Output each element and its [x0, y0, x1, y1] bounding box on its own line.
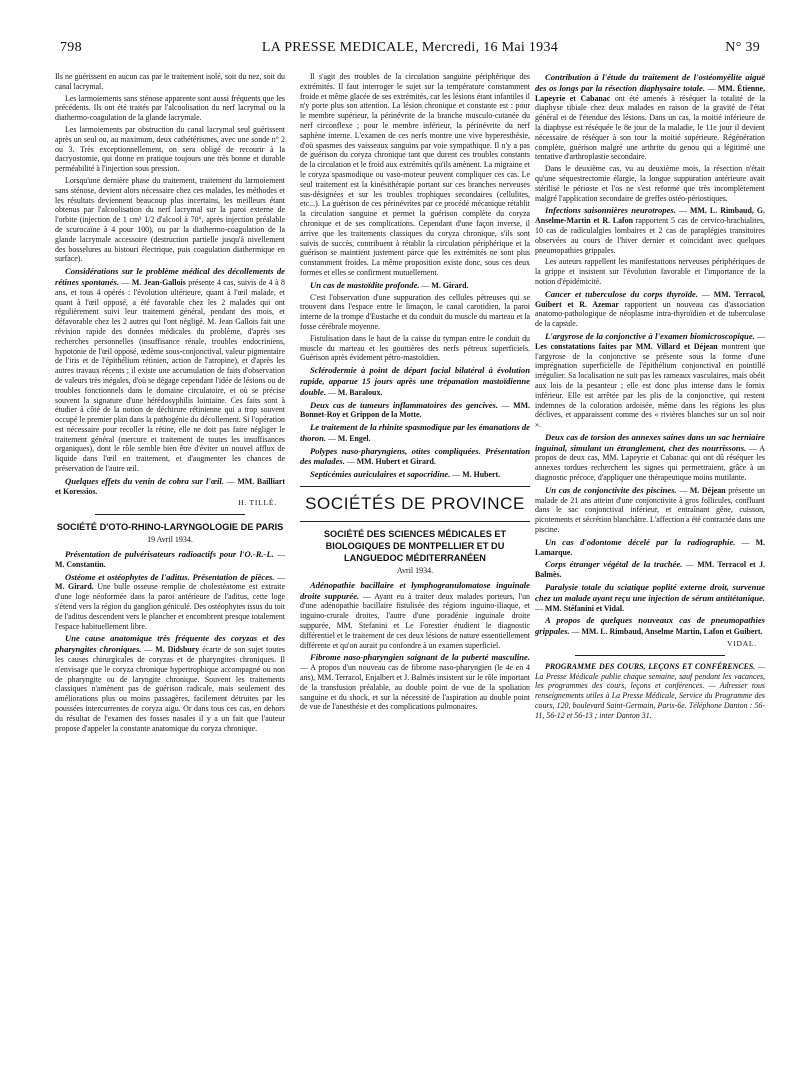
article-title: A propos de quelques nouveaux cas de pneumopathies grippales.: [535, 615, 765, 637]
article-body: rapportent un nouveau cas d'association anatomo-pathologique de néoplasme intra-thyroïdien et de tuberculose de la capsule.: [535, 299, 765, 329]
article-author: M. Girard.: [431, 280, 469, 290]
article-entry: Septicémies auriculaires et sapocridine. — M. Hubert.: [310, 469, 501, 480]
session-date: 19 Avril 1934.: [147, 535, 193, 545]
article-title: Septicémies auriculaires et sapocridine.: [310, 469, 451, 480]
article-entry: Polypes naso-pharyngiens, otites compliquées. Présentation des malades. — MM. Hubert et Girard.: [300, 445, 530, 467]
paragraph: Ils ne guérissent en aucun cas par le traitement isolé, soit du nez, soit du canal lacrymal.: [55, 72, 285, 91]
article-entry: Infections saisonnières neurotropes. — MM. L. Rimbaud, G. Anselme-Martin et R. Lafon rapportent 5 cas de cervico-brachialites, 10 cas de radiculalgies lombaires et 2 cas de paraplégies transitoires observées au cours de l'hiver dernier et coïncidant avec quelques pneumopathies grippales.: [535, 205, 765, 255]
article-title: Infections saisonnières neurotropes.: [545, 205, 676, 216]
article-title: Deux cas de torsion des annexes saines dans un sac herniaire inguinal, simulant un étranglement, chez des nourrissons.: [535, 431, 765, 453]
article-title: Considérations sur le problème médical des décollements de rétines spontanés.: [55, 266, 285, 287]
article-entry: Ostéome et ostéophytes de l'aditus. Présentation de pièces. — M. Girard. Une bulle osseuse remplie de cholestéatome est extraite d'une loge néoformée dans la paroi antérieure de l'aditus, cette loge s'étend vers la région du ganglion géniculé. Des ostéophytes issus du toit de l'aditus descendent vers le plancher et encombrent presque totalement l'espace habituellement libre.: [55, 571, 285, 631]
article-title: Cancer et tuberculose du corps thyroïde.: [545, 288, 698, 299]
article-entry: Un cas d'odontome décelé par la radiographie. — M. Lamarque.: [535, 536, 765, 557]
article-body: Une bulle osseuse remplie de cholestéatome est extraite d'une loge néoformée dans la paroi antérieure de l'aditus, cette loge s'étend vers la région du ganglion géniculé. Des ostéophytes issus du toit de l'aditus descendent vers le plancher et encombrent presque totalement l'espace habituellement libre.: [55, 582, 285, 631]
paragraph: Lorsqu'une dernière phase du traitement, traitement du larmoiement sans sténose, devient alors nécessaire chez ces malades, les méthodes et les résultats deviennent beaucoup plus incertains, les meilleurs étant obtenus par l'alcoolisation du nerf lacrymal sur la paroi externe de l'orbite (injection de 1 cm³ 1/2 d'alcool à 70°, après injection préalable de scurocaïne à 4 pour 100), ou par la diathermo-coagulation de la glande lacrymale accessoire (destruction partielle jusqu'à nivellement des bosselures au bistouri électrique, puis coagulation diathermique en surface).: [55, 175, 285, 264]
article-author: MM. Bailliart et Koressios.: [55, 476, 285, 496]
program-body: La Presse Médicale publie chaque semaine, sauf pendant les vacances, les programmes des cours, leçons et conférences. — Adresser tous renseignements utiles à La Presse Médicale, Service du Programme des cours, 120, boulevard Saint-Germain, Paris-6e. Téléphone Danton : 56-11, 56-12 et 56-13 ; inter Danton 31.: [535, 671, 765, 720]
article-entry: Deux cas de torsion des annexes saines dans un sac herniaire inguinal, simulant un étranglement, chez des nourrissons. — A propos de deux cas, MM. Lapeyrie et Cabanac qui ont dû réséquer les annexes tordues recherchent les signes qui permettraient, grâce à un diagnostic précoce, d'appliquer une thérapeutique moins mutilante.: [535, 431, 765, 483]
paragraph: Il s'agit des troubles de la circulation sanguine périphérique des extrémités. Il faut interroger le sujet sur la température constamment froide et même glacée de ses extrémités, car les lésions étant infantiles il n'y porte plus son attention. La lésion chronique et constante est : pour le membre supérieur, la périnévrite de la branche musculo-cutanée du nerf circonflexe ; pour le membre inférieur, la périnévrite du nerf saphène interne. L'examen de ces nerfs montre une vive hyperesthésie, d'où spasmes des vaisseaux sanguins par voie sympathique. Il n'y a pas de guérison du coryza chronique tant que durent ces troubles constants de la circulation et le froid aux extrémités qu'ils amènent. La migraine et le coryza spasmodique ou vaso-moteur peuvent compliquer ces cas. Le seul traitement est la kinésithérapie portant sur ces branches nerveuses sus-désignées et sur les troubles trophiques secondaires (cellulites, etc...). La guérison de ces périnévrites par ce procédé mécanique rétablit la circulation sanguine et permet la guérison complète du coryza chronique et de ses complications. Cependant d'une façon inverse, il arrive que les traitements classiques du coryza chronique, s'ils sont suivis de succès, contribuent à rétablir la circulation périphérique et la guérison se maintient justement parce que les extrémités ne sont plus constamment froides. La même proposition existe donc, sous ces deux formes et elles se confirment mutuellement.: [300, 72, 530, 277]
paragraph: Dans le deuxième cas, vu au deuxième mois, la résection n'était qu'une séquestrectomie élargie, la longue suppuration antérieure avait stérilisé le périoste et l'os ne s'est reformé que très incomplètement malgré l'application secondaire de greffes ostéo-périostiques.: [535, 164, 765, 203]
article-author: MM. Étienne, Lapeyrie et Cabanac: [535, 83, 765, 103]
article-author: M. Engel.: [337, 433, 371, 443]
article-entry: Sclérodermie à point de départ facial bilatéral à évolution rapide, apparue 15 jours après une trépanation mastoïdienne double. — M. Baraloux.: [300, 365, 530, 397]
article-title: Deux cas de tumeurs inflammatoires des gencives.: [310, 399, 499, 410]
article-entry: Une cause anatomique très fréquente des coryzas et des pharyngites chroniques. — M. Didsbury écarte de son sujet toutes les causes chirurgicales de coryzas et de pharyngites chroniques. Il n'envisage que le coryza chronique hypertrophique accompagné ou non de pharyngite ou de laryngite chronique. Souvent les traitements classiques n'amènent pas de guérison radicale, mais seulement des améliorations plus ou moins passagères, facilement détruites par les poussées intercurrentes de coryza aigu. Or dans tous ces cas, en dehors du résultat de l'examen des fosses nasales il y a un fait que l'auteur propose d'appeler la constante anatomique du coryza chronique.: [55, 633, 286, 733]
article-entry: A propos de quelques nouveaux cas de pneumopathies grippales. — MM. L. Rimbaud, Anselme Martin, Lafon et Guibert.: [535, 615, 765, 637]
article-title: Contribution à l'étude du traitement de l'ostéomyélite aiguë des os longs par la résection diaphysaire totale.: [535, 72, 765, 93]
article-body: Ayant eu à traiter deux malades porteurs, l'un d'une adénopathie bacillaire fistulisée des régions inguino-iliaque, et inguino-crurale droites, l'autre d'une poradénie inguinale droite suppurée, MM. Stefanini et Le Forestier étudient le diagnostic différentiel et le traitement de ces deux lésions de nature essentiellement différente et qu'on aurait pu confondre à un examen superficiel.: [300, 591, 530, 650]
section-heading: SOCIÉTÉS DE PROVINCE: [305, 494, 525, 514]
article-title: L'argyrose de la conjonctive à l'examen biomicroscopique.: [545, 330, 755, 341]
article-author: MM. Terracol et J. Balmès.: [535, 560, 766, 580]
article-author: MM. Bonnet-Roy et Grippon de la Motte.: [300, 400, 530, 420]
article-entry: Fibrome naso-pharyngien saignant de la puberté masculine. — A propos d'un nouveau cas de fibrome naso-pharyngien (le 4e en 4 ans), MM. Terracol, Enjalbert et J. Balmès insistent sur le rôle important de la transfusion préalable, au double point de vue de la spoliation sanguine et du shock, et sur la nécessité de l'aspiration au double point de vue de l'anesthésie et des complications pulmonaires.: [300, 652, 530, 712]
article-author: MM. Terracol, Guibert et R. Azemar: [535, 289, 765, 309]
article-entry: Adénopathie bacillaire et lymphogranulomatose inguinale droite suppurée. — Ayant eu à traiter deux malades porteurs, l'un d'une adénopathie bacillaire fistulisée des régions inguino-iliaque, et inguino-crurale droites, l'autre d'une poradénie inguinale droite suppurée, MM. Stefanini et Le Forestier étudient le diagnostic différentiel et le traitement de ces deux lésions de nature essentiellement différente et qu'on aurait pu confondre à un examen superficiel.: [300, 579, 530, 650]
article-author: M. Hubert.: [462, 470, 501, 480]
article-author: M. Girard.: [55, 582, 94, 592]
page-header: [60, 40, 760, 60]
divider: [300, 486, 530, 487]
signature: VIDAL.: [726, 639, 757, 649]
article-entry: Présentation de pulvérisateurs radioactifs pour l'O.-R.-L. — M. Constantin.: [55, 549, 285, 569]
article-author: M. Lamarque.: [535, 537, 765, 557]
article-title: Le traitement de la rhinite spasmodique par les émanations de thoron.: [300, 422, 530, 443]
article-title: Paralysie totale du sciatique poplité externe droit, survenue chez un malade ayant reçu une injection de sérum antitétanique.: [535, 582, 765, 603]
article-body: rapportent 5 cas de cervico-brachialites, 10 cas de radiculalgies lombaires et 2 cas de paraplégies transitoires observées au cours de l'hiver dernier et coïncidant avec quelques pneumopathies grippales.: [535, 216, 765, 255]
article-body: présente 4 cas, suivis de 4 à 8 ans, et tous 4 opérés : l'évolution ultérieure, quant à l'œil malade, et quant à l'œil opposé, a été favorable chez les 2 malades qui ont régulièrement suivi leur traitement général, pendant des mois, et défavorable chez les 2 autres qui l'ont négligé. M. Jean Gallois fait une révision rapide des données médicales du problème, d'après ses recherches personnelles (insuffisance rénale, troubles endocriniens, hypotonie de l'œil opposé, œdème sous-conjonctival, valeur pigmentaire de l'iris et de l'épithélium rétinien, action de l'atropine), et d'après les autres travaux récents ; il existe une accumulation de faits d'observation de valeurs très inégales, d'où se dégage cependant l'idée de lésions ou de troubles fonctionnels dans le domaine circulatoire, et où se précise souvent la signature d'une hérédosyphilis lointaine. Ces faits sont à étudier à côté de la notion de déchirure rétinienne qui a trop souvent occupé le premier plan dans la pathogénie du décollement. Si l'opération est nécessaire pour recoller la rétine, elle ne doit pas faire négliger le traitement général (mercure et traitement de toutes les insuffisances organiques), dont le rôle semble bien être d'éviter un nouvel afflux de liquide dans l'œil en traitement, et d'augmenter les chances de préservation de l'autre œil.: [55, 277, 285, 474]
journal-title: LA PRESSE MEDICALE, Mercredi, 16 Mai 1934: [261, 40, 559, 55]
article-title: Une cause anatomique très fréquente des coryzas et des pharyngites chroniques.: [55, 633, 285, 655]
article-entry: Cancer et tuberculose du corps thyroïde. — MM. Terracol, Guibert et R. Azemar rapportent un nouveau cas d'association anatomo-pathologique de néoplasme intra-thyroïdien et de tuberculose de la capsule.: [535, 288, 765, 329]
paragraph: C'est l'observation d'une suppuration des cellules pétreuses qui se trouvent dans l'espace entre le limaçon, le canal carotidien, la paroi interne de la trompe d'Eustache et du conduit du muscle du marteau et la fosse cérébrale moyenne.: [300, 292, 530, 331]
article-body: ont été amenés à réséquer la totalité de la diaphyse tibiale chez deux malades en raison de la gravité de l'état général et de l'étendue des lésions. Dans un cas, la moitié inférieure de la diaphyse est réséquée le 8e jour de la maladie, le 11e jour il devient nécessaire de réséquer à son tour la moitié supérieure. Régénération complète, guérison malgré une arthrite du genou qui a légitimé une tentative d'arthroplastie secondaire.: [535, 93, 765, 162]
session-date: Avril 1934.: [396, 566, 434, 576]
article-title: Un cas de conjonctivite des piscines.: [545, 484, 677, 495]
article-entry: Contribution à l'étude du traitement de l'ostéomyélite aiguë des os longs par la résection diaphysaire totale. — MM. Étienne, Lapeyrie et Cabanac ont été amenés à réséquer la totalité de la diaphyse tibiale chez deux malades en raison de la gravité de l'état général et de l'étendue des lésions. Dans un cas, la moitié inférieure de la diaphyse est réséquée le 8e jour de la maladie, le 11e jour il devient nécessaire de réséquer à son tour la moitié supérieure. Régénération complète, guérison malgré une arthrite du genou qui a légitimé une tentative d'arthroplastie secondaire.: [535, 72, 765, 162]
article-author: M. Jean-Gallois: [131, 277, 186, 287]
divider: [575, 655, 725, 656]
article-body: écarte de son sujet toutes les causes chirurgicales de coryzas et de pharyngites chroniques. Il n'envisage que le coryza chronique hypertrophique accompagné ou non de pharyngite ou de laryngite chronique. Souvent les traitements classiques n'amènent pas de guérison radicale, mais seulement des améliorations plus ou moins passagères, facilement détruites par les poussées intercurrentes de coryza aigu. Or dans tous ces cas, en dehors du résultat de l'examen des fosses nasales il y a un fait que l'auteur propose d'appeler la constante anatomique du coryza chronique.: [55, 645, 286, 733]
article-body: A propos de deux cas, MM. Lapeyrie et Cabanac qui ont dû réséquer les annexes tordues recherchent les signes qui permettraient, grâce à un diagnostic précoce, d'appliquer une thérapeutique moins mutilante.: [535, 443, 765, 483]
article-author: Les constatations faites par MM. Villard et Déjean: [535, 341, 718, 351]
article-author: MM. L. Rimbaud, Anselme Martin, Lafon et Guibert.: [581, 627, 763, 637]
article-entry: Le traitement de la rhinite spasmodique par les émanations de thoron. — M. Engel.: [300, 422, 530, 443]
society-heading: SOCIÉTÉ DES SCIENCES MÉDICALES ET BIOLOGIQUES DE MONTPELLIER ET DU LANGUEDOC MÉDITERRANÉEN: [323, 529, 507, 564]
article-author: M. Déjean: [689, 485, 726, 495]
article-title: Un cas d'odontome décelé par la radiographie.: [545, 536, 736, 547]
article-entry: Paralysie totale du sciatique poplité externe droit, survenue chez un malade ayant reçu une injection de sérum antitétanique. — MM. Stéfanini et Vidal.: [535, 582, 765, 613]
article-entry: L'argyrose de la conjonctive à l'examen biomicroscopique. — Les constatations faites par MM. Villard et Déjean montrent que l'argyrose de la conjonctive se présente sous la forme d'une imprégnation superficielle de l'épithélium conjonctival en pointillé irrégulier. Sa localisation ne suit pas les rameaux vasculaires, mais obéit aux lois de la pesanteur ; elle est donc plus intense dans le fornix inférieur. Elle est arrêtée par les plis de la conjonctive, qui restent indemnes de la coloration ardoisée, même dans les régions les plus déclives, et apparaissent comme des « rivières blanches sur un sol noir ».: [535, 330, 765, 430]
article-title: Ostéome et ostéophytes de l'aditus. Présentation de pièces.: [65, 571, 275, 582]
article-title: Présentation de pulvérisateurs radioactifs pour l'O.-R.-L.: [65, 549, 274, 560]
article-title: Fibrome naso-pharyngien saignant de la puberté masculine.: [310, 652, 530, 663]
article-author: M. Baraloux.: [337, 387, 383, 397]
column-1: [55, 72, 285, 735]
paragraph: Fistulisation dans le haut de la caisse du tympan entre le conduit du muscle du marteau et les gouttières des nerfs pétreux superficiels. Guérison après évidement pétro-mastoïdien.: [300, 333, 530, 363]
article-entry: Deux cas de tumeurs inflammatoires des gencives. — MM. Bonnet-Roy et Grippon de la Motte.: [300, 399, 530, 420]
article-entry: Quelques effets du venin de cobra sur l'œil. — MM. Bailliart et Koressios.: [55, 475, 285, 496]
program-notice: PROGRAMME DES COURS, LEÇONS ET CONFÉRENCES. — La Presse Médicale publie chaque semaine, sauf pendant les vacances, les programmes des cours, leçons et conférences. — Adresser tous renseignements utiles à La Presse Médicale, Service du Programme des cours, 120, boulevard Saint-Germain, Paris-6e. Téléphone Danton : 56-11, 56-12 et 56-13 ; inter Danton 31.: [535, 661, 765, 720]
article-body: montrent que l'argyrose de la conjonctive se présente sous la forme d'une imprégnation superficielle de l'épithélium conjonctival en pointillé irrégulier. Sa localisation ne suit pas les rameaux vasculaires, mais obéit aux lois de la pesanteur ; elle est donc plus intense dans le fornix inférieur. Elle est arrêtée par les plis de la conjonctive, qui restent indemnes de la coloration ardoisée, même dans les régions les plus déclives, et apparaissent comme des « rivières blanches sur un sol noir ».: [535, 341, 765, 430]
paragraph: Les auteurs rappellent les manifestations nerveuses périphériques de la grippe et insistent sur l'évolution favorable et l'importance de la notion d'épidémicité.: [535, 257, 765, 286]
page-number: 798: [60, 40, 82, 55]
divider: [300, 521, 530, 522]
paragraph: Les larmoiements par obstruction du canal lacrymal seul guérissent après un seul ou, au maximum, deux cathétérismes, avec une sonde n° 2 ou 3. Très exceptionnellement, on sera obligé de recourir à la dacryostomie, qui donne en pratique toujours une très bonne et durable perméabilité à l'injection sous pression.: [55, 124, 285, 174]
article-entry: Corps étranger végétal de la trachée. — MM. Terracol et J. Balmès.: [535, 559, 766, 580]
divider: [95, 514, 245, 515]
article-entry: Un cas de mastoïdite profonde. — M. Girard.: [310, 279, 469, 290]
article-body: présente un malade de 21 ans atteint d'une conjonctivite à gros follicules, confluant dans le sac conjonctival inférieur, et entraînant gêne, cuisson, picotements et sécrétion blanchâtre. L'affection a été contractée dans une piscine.: [535, 485, 766, 535]
article-author: MM. L. Rimbaud, G. Anselme-Martin et R. Lafon: [535, 206, 765, 226]
paragraph: Les larmoiements sans sténose apparente sont aussi fréquents que les précédents. Ils ont été traités par l'alcoolisation du nerf lacrymal ou la diathermo-coagulation de la glande lacrymale.: [55, 93, 285, 123]
column-2: [300, 72, 530, 714]
article-title: Adénopathie bacillaire et lymphogranulomatose inguinale droite suppurée.: [300, 579, 530, 601]
column-3: [535, 72, 765, 723]
society-heading: SOCIÉTÉ D'OTO-RHINO-LARYNGOLOGIE DE PARIS: [56, 522, 284, 533]
article-entry: Un cas de conjonctivite des piscines. — M. Déjean présente un malade de 21 ans atteint d'une conjonctivite à gros follicules, confluant dans le sac conjonctival inférieur, et entraînant gêne, cuisson, picotements et sécrétion blanchâtre. L'affection a été contractée dans une piscine.: [535, 484, 766, 535]
article-body: A propos d'un nouveau cas de fibrome naso-pharyngien (le 4e en 4 ans), MM. Terracol, Enjalbert et J. Balmès insistent sur le rôle important de la transfusion préalable, au double point de vue de la spoliation sanguine et du shock, et sur la nécessité de l'aspiration au double point de vue de l'anesthésie et des complications pulmonaires.: [300, 663, 530, 712]
issue-number: N° 39: [725, 40, 760, 55]
article-title: Corps étranger végétal de la trachée.: [545, 559, 683, 570]
article-author: MM. Stéfanini et Vidal.: [544, 603, 624, 613]
article-author: M. Constantin.: [55, 559, 106, 569]
signature: H. TILLÉ.: [238, 498, 277, 508]
article-title: Sclérodermie à point de départ facial bilatéral à évolution rapide, apparue 15 jours après une trépanation mastoïdienne double.: [300, 365, 530, 397]
article-title: Un cas de mastoïdite profonde.: [310, 279, 420, 290]
article-author: M. Didsbury: [155, 645, 200, 655]
article-title: Polypes naso-pharyngiens, otites compliquées. Présentation des malades.: [300, 445, 530, 467]
article-author: MM. Hubert et Girard.: [356, 457, 436, 467]
program-title: PROGRAMME DES COURS, LEÇONS ET CONFÉRENCES.: [545, 661, 756, 671]
article-title: Quelques effets du venin de cobra sur l'œil.: [65, 475, 224, 486]
article-entry: Considérations sur le problème médical des décollements de rétines spontanés. — M. Jean-Gallois présente 4 cas, suivis de 4 à 8 ans, et tous 4 opérés : l'évolution ultérieure, quant à l'œil malade, et quant à l'œil opposé, a été favorable chez les 2 malades qui ont régulièrement suivi leur traitement général, pendant des mois, et défavorable chez les 2 autres qui l'ont négligé. M. Jean Gallois fait une révision rapide des données médicales du problème, d'après ses recherches personnelles (insuffisance rénale, troubles endocriniens, hypotonie de l'œil opposé, œdème sous-conjonctival, valeur pigmentaire de l'iris et de l'épithélium rétinien, action de l'atropine), et d'après les autres travaux récents ; il existe une accumulation de faits d'observation de valeurs très inégales, d'où se dégage cependant l'idée de lésions ou de troubles fonctionnels dans le domaine circulatoire, et où se précise souvent la signature d'une hérédosyphilis lointaine. Ces faits sont à étudier à côté de la notion de déchirure rétinienne qui a trop souvent occupé le premier plan dans la pathogénie du décollement. Si l'opération est nécessaire pour recoller la rétine, elle ne doit pas faire négliger le traitement général (mercure et traitement de toutes les insuffisances organiques), dont le rôle semble bien être d'éviter un nouvel afflux de liquide dans l'œil en traitement, et d'augmenter les chances de préservation de l'autre œil.: [55, 266, 285, 474]
